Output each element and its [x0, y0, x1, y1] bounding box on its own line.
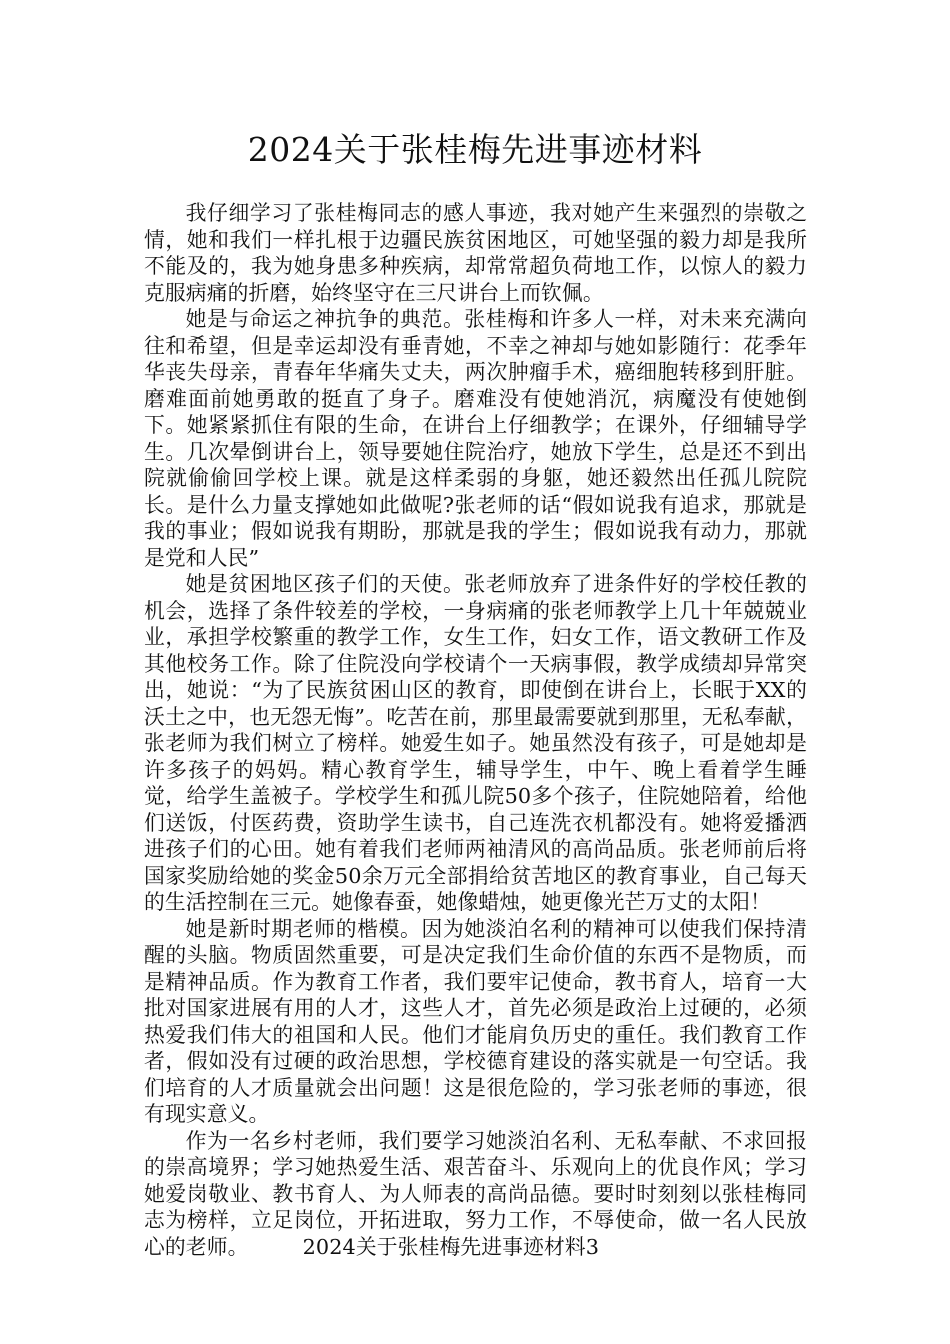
document-title: 2024关于张桂梅先进事迹材料 — [247, 130, 703, 169]
paragraph-4: 她是新时期老师的楷模。因为她淡泊名利的精神可以使我们保持清醒的头脑。物质固然重要，可是决定我们生命价值的东西不是物质，而是精神品质。作为教育工作者，我们要牢记使命，教书育人，培育一大批对国家进展有用的人才，这些人才，首先必须是政治上过硬的，必须热爱我们伟大的祖国和人民。他们才能肩负历史的重任。我们教育工作者，假如没有过硬的政治思想，学校德育建设的落实就是一句空话。我们培育的人才质量就会出问题！这是很危险的，学习张老师的事迹，很有现实意义。 — [144, 916, 807, 1126]
paragraph-5-text: 作为一名乡村老师，我们要学习她淡泊名利、无私奉献、不求回报的崇高境界；学习她热爱生活、艰苦奋斗、乐观向上的优良作风；学习她爱岗敬业、教书育人、为人师表的高尚品德。要时时刻刻以张桂梅同志为榜样，立足岗位，开拓进取，努力工作，不辱使命，做一名人民放心的老师。 — [144, 1128, 807, 1259]
document-body — [144, 200, 807, 1260]
next-document-title: 2024关于张桂梅先进事迹材料3 — [302, 1234, 600, 1259]
paragraph-1: 我仔细学习了张桂梅同志的感人事迹，我对她产生来强烈的崇敬之情，她和我们一样扎根于边疆民族贫困地区，可她坚强的毅力却是我所不能及的，我为她身患多种疾病，却常常超负荷地工作，以惊人的毅力克服病痛的折磨，始终坚守在三尺讲台上而钦佩。 — [144, 201, 807, 305]
paragraph-2: 她是与命运之神抗争的典范。张桂梅和许多人一样，对未来充满向往和希望，但是幸运却没有垂青她，不幸之神却与她如影随行：花季年华丧失母亲，青春年华痛失丈夫，两次肿瘤手术，癌细胞转移到肝脏。磨难面前她勇敢的挺直了身子。磨难没有使她消沉，病魔没有使她倒下。她紧紧抓住有限的生命，在讲台上仔细教学；在课外，仔细辅导学生。几次晕倒讲台上，领导要她住院治疗，她放下学生，总是还不到出院就偷偷回学校上课。就是这样柔弱的身躯，她还毅然出任孤儿院院长。是什么力量支撑她如此做呢?张老师的话“假如说我有追求，那就是我的事业；假如说我有期盼，那就是我的学生；假如说我有动力，那就是党和人民” — [144, 307, 807, 570]
paragraph-5 — [144, 1128, 807, 1261]
paragraph-3: 她是贫困地区孩子们的天使。张老师放弃了进条件好的学校任教的机会，选择了条件较差的学校，一身病痛的张老师教学上几十年兢兢业业，承担学校繁重的教学工作，女生工作，妇女工作，语文教研工作及其他校务工作。除了住院没向学校请个一天病事假，教学成绩却异常突出，她说：“为了民族贫困山区的教育，即使倒在讲台上，长眠于XX的沃土之中，也无怨无悔”。吃苦在前，那里最需要就到那里，无私奉献，张老师为我们树立了榜样。她爱生如子。她虽然没有孩子，可是她却是许多孩子的妈妈。精心教育学生，辅导学生，中午、晚上看着学生睡觉，给学生盖被子。学校学生和孤儿院50多个孩子，住院她陪着，给他们送饭，付医药费，资助学生读书，自己连洗衣机都没有。她将爱播洒进孩子们的心田。她有着我们老师两袖清风的高尚品质。张老师前后将国家奖励给她的奖金50余万元全部捐给贫苦地区的教育事业，自己每天的生活控制在三元。她像春蚕，她像蜡烛，她更像光芒万丈的太阳！ — [144, 572, 807, 914]
